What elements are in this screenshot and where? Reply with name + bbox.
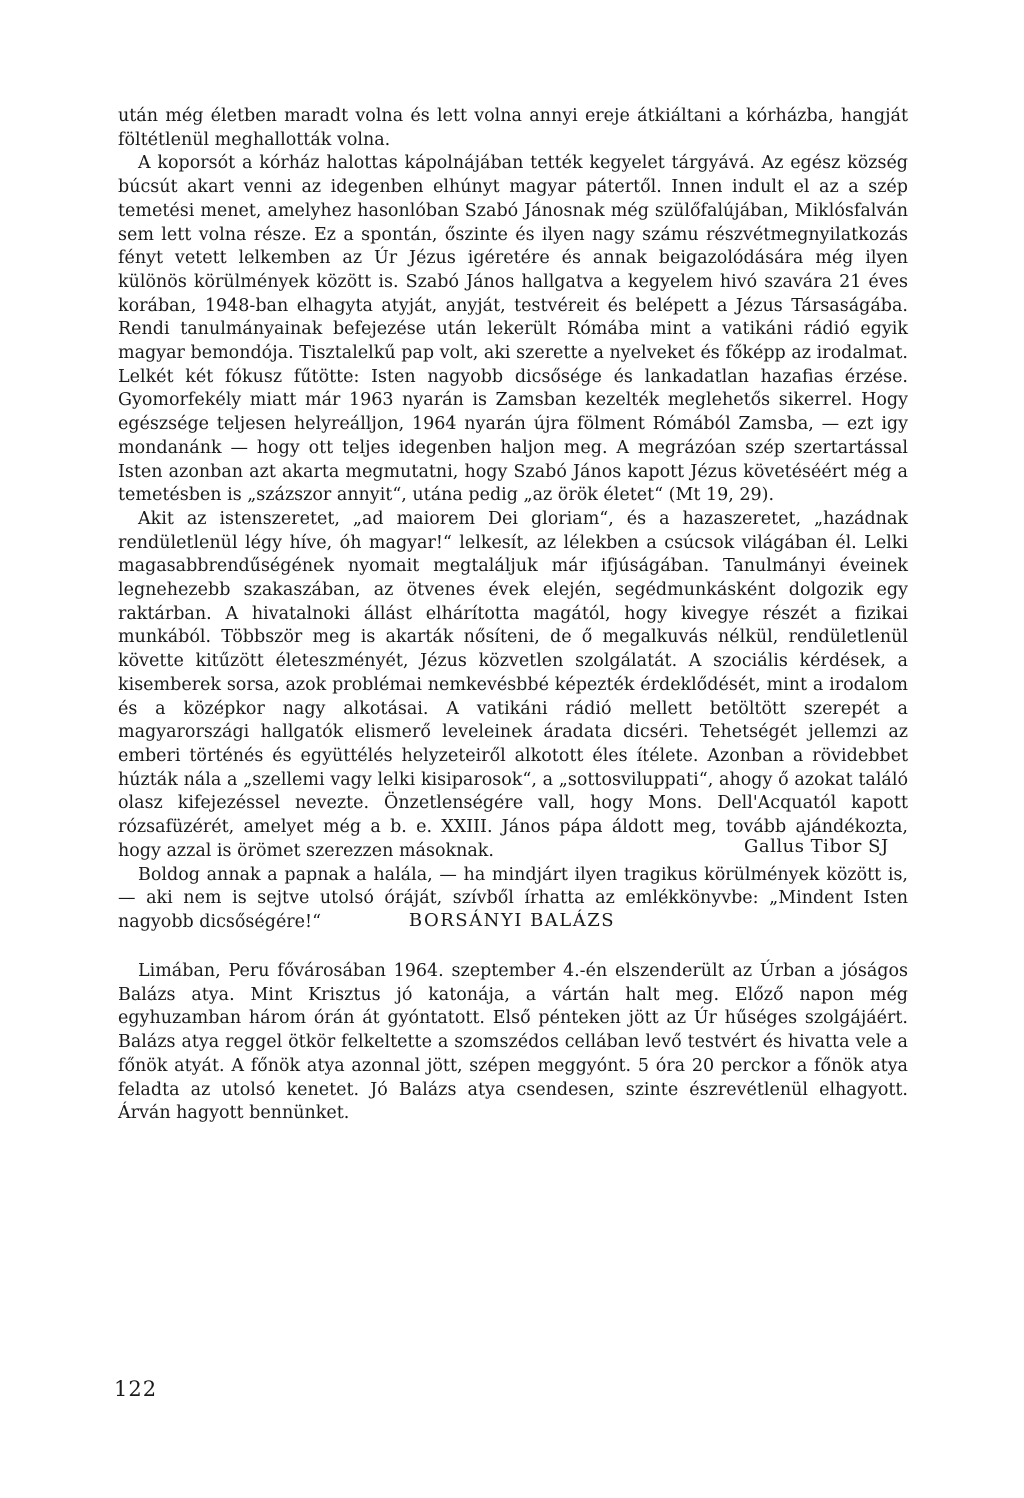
- paragraph-continuation: után még életben maradt volna és lett volna annyi ereje átkiáltani a kórházba, hangját föltétlenül meghallották volna.: [118, 106, 908, 150]
- article-body: [118, 105, 908, 935]
- obituary-body: [118, 960, 908, 1126]
- section-heading: BORSÁNYI BALÁZS: [408, 910, 616, 931]
- paragraph-funeral: A koporsót a kórház halottas kápolnájában tették kegyelet tárgyává. Az egész község búcsút akart venni az idegenben elhúnyt magyar pátertől. Innen indult el az a szép temetési menet, amelyhez hasonlóban Szabó Jánosnak még szülőfalújában, Miklósfalván sem lett volna része. Ez a spontán, őszinte és ilyen nagy számu részvétmegnyilatkozás fényt vetett lelkemben az Úr Jézus igéretére és annak beigazolódására még ilyen különös körülmények között is. Szabó János hallgatva a kegyelem hivó szavára 21 éves korában, 1948-ban elhagyta atyját, anyját, testvéreit és belépett a Jézus Társaságába. Rendi tanulmányainak befejezése után lekerült Rómába mint a vatikáni rádió egyik magyar bemondója. Tisztalelkű pap volt, aki szerette a nyelveket és főképp az irodalmat. Lelkét két fókusz fűtötte: Isten nagyobb dicsősége és lankadatlan hazafias érzése. Gyomorfekély miatt már 1963 nyarán is Zamsban kezelték meglehetős sikerrel. Hogy egészsége teljesen helyreálljon, 1964 nyarán újra fölment Rómából Zamsba, — ezt igy mondanánk — hogy ott teljes idegenben haljon meg. A megrázóan szép szertartással Isten azonban azt akarta megmutatni, hogy Szabó János kapott Jézus követéséért még a temetésben is „százszor annyit“, utána pedig „az örök életet“ (Mt 19, 29).: [118, 153, 908, 506]
- author-signature: Gallus Tibor SJ: [744, 836, 889, 857]
- page-number: 122: [114, 1377, 158, 1401]
- paragraph-closing: Boldog annak a papnak a halála, — ha mindjárt ilyen tragikus körülmények között is, — aki nem is sejtve utolsó óráját, szívből írhatta az emlékkönyvbe: „Mindent Isten nagyobb dicsőségére!“: [118, 864, 908, 932]
- paragraph-obituary: Limában, Peru fővárosában 1964. szeptember 4.-én elszenderült az Úrban a jóságos Balázs atya. Mint Krisztus jó katonája, a vártán halt meg. Előző napon még egyhuzamban három órán át gyóntatott. Első pénteken jött az Úr hűséges szolgájáért. Balázs atya reggel ötkör felkeltette a szomszédos cellában levő testvért és hivatta vele a főnök atyát. A főnök atya azonnal jött, szépen meggyónt. 5 óra 20 perckor a főnök atya feladta az utolsó kenetet. Jó Balázs atya csendesen, szinte észrevétlenül elhagyott. Árván hagyott bennünket.: [118, 961, 908, 1124]
- paragraph-character: Akit az istenszeretet, „ad maiorem Dei gloriam“, és a hazaszeretet, „hazádnak rendületlenül légy híve, óh magyar!“ lelkesít, az lélekben a csúcsok világában él. Lelki magasabbrendűségének nyomait megtaláljuk már ifjúságában. Tanulmányi éveinek legnehezebb szakaszában, az ötvenes évek elején, segédmunkásként dolgozik egy raktárban. A hivatalnoki állást elhárította magától, hogy kivegye részét a fizikai munkából. Többször meg is akarták nősíteni, de ő megalkuvás nélkül, rendületlenül követte kitűzött életeszményét, Jézus közvetlen szolgálatát. A szociális kérdések, a kisemberek sorsa, azok problémai nemkevésbbé képezték érdeklődését, mint a irodalom és a középkor nagy alkotásai. A vatikáni rádió mellett betöltött szerepét a magyarországi hallgatók elismerő leveleinek áradata dicséri. Tehetségét jellemzi az emberi történés és együttélés helyzeteiről alkotott éles ítélete. Azonban a rövidebbet húzták nála a „szellemi vagy lelki kisiparosok“, a „sottosviluppati“, ahogy ő azokat találó olasz kifejezéssel nevezte. Önzetlenségére vall, hogy Mons. Dell'Acquatól kapott rózsafüzérét, amelyet még a b. e. XXIII. János pápa áldott meg, tovább ajándékozta, hogy azzal is örömet szerezzen másoknak.: [118, 508, 908, 861]
